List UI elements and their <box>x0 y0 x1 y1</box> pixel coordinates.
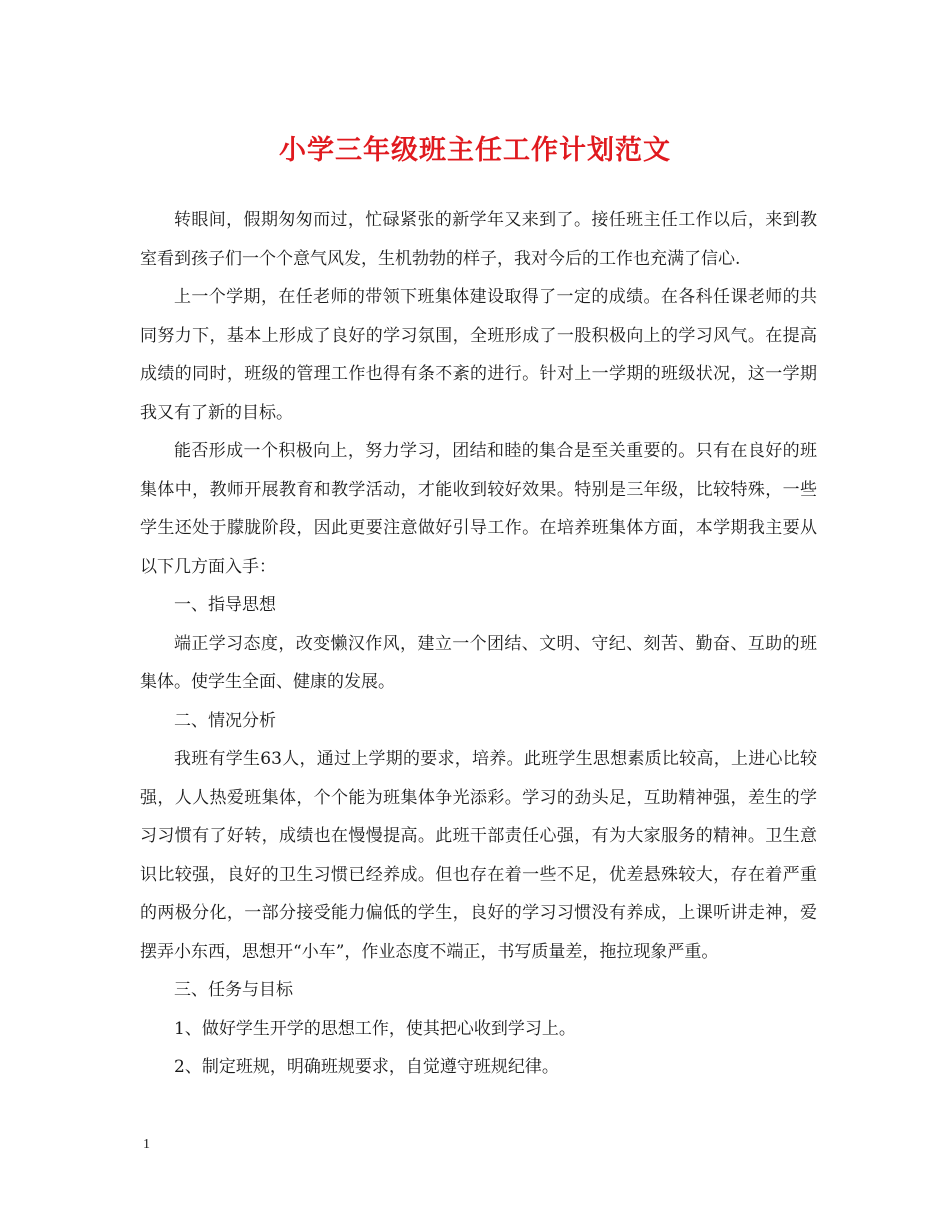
section-heading-tasks-goals: 三、任务与目标 <box>174 980 293 1000</box>
section-heading-guiding-ideology: 一、指导思想 <box>174 595 276 615</box>
paragraph-guiding-ideology: 端正学习态度，改变懒汉作风，建立一个团结、文明、守纪、刻苦、勤奋、互助的班集体。使学生全面、健康的发展。 <box>140 633 817 692</box>
list-item-task-1: 1、做好学生开学的思想工作，使其把心收到学习上。 <box>174 1018 576 1039</box>
paragraph-class-building: 能否形成一个积极向上，努力学习，团结和睦的集合是至关重要的。只有在良好的班集体中，教师开展教育和教学活动，才能收到较好效果。特别是三年级，比较特殊，一些学生还处于朦胧阶段，因此更要注意做好引导工作。在培养班集体方面，本学期我主要从以下几方面入手： <box>140 441 817 577</box>
document-body <box>140 201 817 1087</box>
section-heading-situation-analysis: 二、情况分析 <box>174 710 276 731</box>
paragraph-situation-analysis: 我班有学生63人，通过上学期的要求，培养。此班学生思想素质比较高，上进心比较强，人人热爱班集体，个个能为班集体争光添彩。学习的劲头足，互助精神强，差生的学习习惯有了好转，成绩也在慢慢提高。此班干部责任心强，有为大家服务的精神。卫生意识比较强，良好的卫生习惯已经养成。但也存在着一些不足，优差悬殊较大，存在着严重的两极分化，一部分接受能力偏低的学生，良好的学习习惯没有养成，上课听讲走神，爱摆弄小东西，思想开“小车”，作业态度不端正，书写质量差，拖拉现象严重。 <box>140 749 817 962</box>
list-item-task-2: 2、制定班规，明确班规要求，自觉遵守班规纪律。 <box>174 1057 559 1077</box>
document-title: 小学三年级班主任工作计划范文 <box>279 135 671 166</box>
paragraph-last-semester: 上一个学期，在任老师的带领下班集体建设取得了一定的成绩。在各科任课老师的共同努力下，基本上形成了良好的学习氛围，全班形成了一股积极向上的学习风气。在提高成绩的同时，班级的管理工作也得有条不紊的进行。针对上一学期的班级状况，这一学期我又有了新的目标。 <box>140 287 817 423</box>
page-number: 1 <box>143 1137 150 1152</box>
paragraph-intro: 转眼间，假期匆匆而过，忙碌紧张的新学年又来到了。接任班主任工作以后，来到教室看到孩子们一个个意气风发，生机勃勃的样子，我对今后的工作也充满了信心. <box>140 210 817 269</box>
